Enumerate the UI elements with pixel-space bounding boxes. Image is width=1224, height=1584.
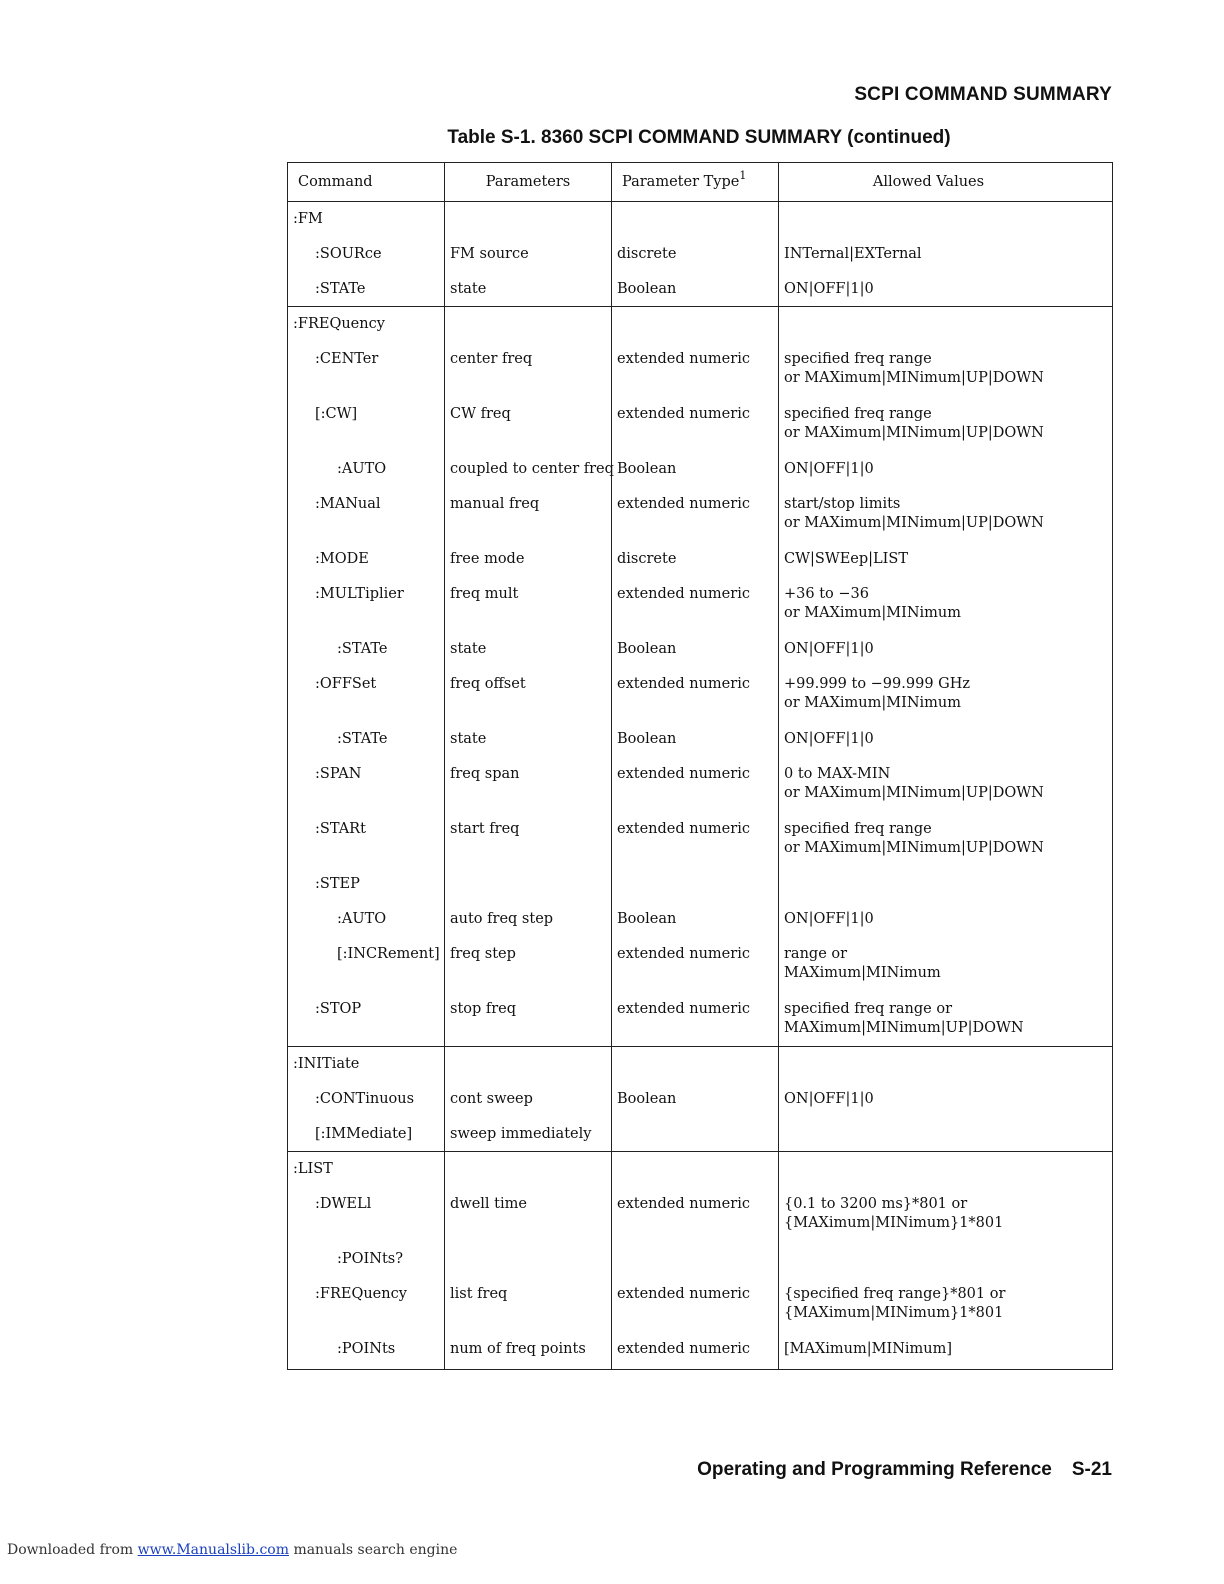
command-cell: :FREQuency xyxy=(288,1277,445,1332)
values-line: or MAXimum|MINimum|UP|DOWN xyxy=(784,425,1044,441)
command-cell: :MODE xyxy=(288,542,445,577)
type-cell: Boolean xyxy=(612,1082,779,1117)
parameter-cell: manual freq xyxy=(445,487,612,542)
parameter-cell xyxy=(445,867,612,902)
table-row xyxy=(288,937,1113,992)
command-cell: :POINts xyxy=(288,1332,445,1370)
type-cell: Boolean xyxy=(612,452,779,487)
type-cell: extended numeric xyxy=(612,992,779,1047)
values-cell: ON|OFF|1|0 xyxy=(779,722,1113,757)
command-cell: [:IMMediate] xyxy=(288,1117,445,1152)
parameter-cell: FM source xyxy=(445,237,612,272)
values-line: +99.999 to −99.999 GHz xyxy=(784,675,971,692)
type-cell xyxy=(612,1117,779,1152)
values-line: specified freq range xyxy=(784,350,932,367)
command-cell: :STARt xyxy=(288,812,445,867)
values-cell xyxy=(779,757,1113,812)
type-cell: extended numeric xyxy=(612,757,779,812)
type-cell: extended numeric xyxy=(612,342,779,397)
column-header-parameter-type xyxy=(612,163,779,202)
values-line: or MAXimum|MINimum|UP|DOWN xyxy=(784,785,1044,801)
command-cell: :FREQuency xyxy=(288,307,445,342)
values-cell xyxy=(779,667,1113,722)
command-cell: :FM xyxy=(288,202,445,237)
type-cell xyxy=(612,1242,779,1277)
parameter-cell: freq span xyxy=(445,757,612,812)
table-row xyxy=(288,1277,1113,1332)
table-row xyxy=(288,632,1113,667)
type-cell xyxy=(612,1047,779,1082)
command-cell: :CONTinuous xyxy=(288,1082,445,1117)
values-line: specified freq range xyxy=(784,405,932,422)
values-cell: [MAXimum|MINimum] xyxy=(779,1332,1113,1370)
values-line: 0 to MAX-MIN xyxy=(784,765,891,782)
type-cell: extended numeric xyxy=(612,1332,779,1370)
page-footer xyxy=(697,1459,1112,1481)
table-row xyxy=(288,757,1113,812)
command-cell: :SPAN xyxy=(288,757,445,812)
column-header-parameter-type-label: Parameter Type xyxy=(622,174,740,191)
type-cell: extended numeric xyxy=(612,1187,779,1242)
table-row xyxy=(288,487,1113,542)
parameter-cell: CW freq xyxy=(445,397,612,452)
values-cell: CW|SWEep|LIST xyxy=(779,542,1113,577)
footnote-marker: 1 xyxy=(739,169,747,183)
table-row xyxy=(288,397,1113,452)
values-line: {specified freq range}*801 or xyxy=(784,1285,1006,1302)
type-cell: extended numeric xyxy=(612,667,779,722)
values-line: or MAXimum|MINimum|UP|DOWN xyxy=(784,370,1044,386)
parameter-cell xyxy=(445,202,612,237)
table-row xyxy=(288,722,1113,757)
command-cell: :MANual xyxy=(288,487,445,542)
parameter-cell: freq mult xyxy=(445,577,612,632)
parameter-cell: sweep immediately xyxy=(445,1117,612,1152)
table-row xyxy=(288,577,1113,632)
values-cell xyxy=(779,1242,1113,1277)
values-cell: ON|OFF|1|0 xyxy=(779,1082,1113,1117)
type-cell: Boolean xyxy=(612,632,779,667)
table-row xyxy=(288,1152,1113,1187)
parameter-cell: coupled to center freq xyxy=(445,452,612,487)
values-cell xyxy=(779,812,1113,867)
command-cell: [:INCRement] xyxy=(288,937,445,992)
values-line: or MAXimum|MINimum|UP|DOWN xyxy=(784,840,1044,856)
table-row xyxy=(288,1082,1113,1117)
type-cell: extended numeric xyxy=(612,937,779,992)
column-header-allowed-values: Allowed Values xyxy=(779,163,1113,202)
command-summary-table xyxy=(287,162,1113,1370)
values-cell: ON|OFF|1|0 xyxy=(779,632,1113,667)
column-header-command: Command xyxy=(288,163,445,202)
table-row xyxy=(288,452,1113,487)
parameter-cell: dwell time xyxy=(445,1187,612,1242)
command-cell: :AUTO xyxy=(288,902,445,937)
page-number: S-21 xyxy=(1071,1459,1112,1480)
table-row xyxy=(288,1047,1113,1082)
values-line: {0.1 to 3200 ms}*801 or xyxy=(784,1195,968,1212)
values-line: range or xyxy=(784,945,848,962)
command-cell: :OFFSet xyxy=(288,667,445,722)
values-cell xyxy=(779,1117,1113,1152)
command-cell: :STATe xyxy=(288,722,445,757)
parameter-cell: cont sweep xyxy=(445,1082,612,1117)
type-cell: Boolean xyxy=(612,722,779,757)
values-cell xyxy=(779,307,1113,342)
values-line: or MAXimum|MINimum xyxy=(784,605,962,621)
values-line: +36 to −36 xyxy=(784,585,869,602)
footer-section-title: Operating and Programming Reference xyxy=(697,1459,1052,1480)
parameter-cell: freq offset xyxy=(445,667,612,722)
command-cell: :LIST xyxy=(288,1152,445,1187)
parameter-cell xyxy=(445,1152,612,1187)
parameter-cell: auto freq step xyxy=(445,902,612,937)
table-row xyxy=(288,992,1113,1047)
table-row xyxy=(288,667,1113,722)
parameter-cell: free mode xyxy=(445,542,612,577)
table-row xyxy=(288,307,1113,342)
values-cell: ON|OFF|1|0 xyxy=(779,452,1113,487)
command-cell: :INITiate xyxy=(288,1047,445,1082)
values-line: MAXimum|MINimum|UP|DOWN xyxy=(784,1020,1024,1036)
parameter-cell xyxy=(445,1047,612,1082)
command-cell: :STATe xyxy=(288,632,445,667)
table-row xyxy=(288,202,1113,237)
command-cell: :POINts? xyxy=(288,1242,445,1277)
values-cell xyxy=(779,1187,1113,1242)
table-row xyxy=(288,1332,1113,1370)
type-cell: Boolean xyxy=(612,272,779,307)
values-line: or MAXimum|MINimum|UP|DOWN xyxy=(784,515,1044,531)
table-row xyxy=(288,272,1113,307)
values-cell xyxy=(779,1047,1113,1082)
type-cell: Boolean xyxy=(612,902,779,937)
command-cell: :STATe xyxy=(288,272,445,307)
values-cell xyxy=(779,1152,1113,1187)
values-cell xyxy=(779,202,1113,237)
values-cell xyxy=(779,577,1113,632)
command-cell: :CENTer xyxy=(288,342,445,397)
command-cell: :SOURce xyxy=(288,237,445,272)
type-cell xyxy=(612,1152,779,1187)
values-line: start/stop limits xyxy=(784,495,901,512)
parameter-cell: stop freq xyxy=(445,992,612,1047)
type-cell: extended numeric xyxy=(612,487,779,542)
values-cell xyxy=(779,397,1113,452)
values-cell xyxy=(779,1277,1113,1332)
parameter-cell: center freq xyxy=(445,342,612,397)
values-cell: ON|OFF|1|0 xyxy=(779,902,1113,937)
manualslib-link[interactable]: www.Manualslib.com xyxy=(137,1542,289,1558)
values-cell: ON|OFF|1|0 xyxy=(779,272,1113,307)
table-row xyxy=(288,867,1113,902)
parameter-cell: list freq xyxy=(445,1277,612,1332)
values-cell xyxy=(779,992,1113,1047)
table-row xyxy=(288,1117,1113,1152)
values-line: specified freq range xyxy=(784,820,932,837)
values-line: {MAXimum|MINimum}1*801 xyxy=(784,1215,1004,1231)
table-row xyxy=(288,1242,1113,1277)
type-cell xyxy=(612,202,779,237)
values-line: specified freq range or xyxy=(784,1000,953,1017)
values-cell xyxy=(779,867,1113,902)
command-cell: :STEP xyxy=(288,867,445,902)
values-line: {MAXimum|MINimum}1*801 xyxy=(784,1305,1004,1321)
table-caption: Table S-1. 8360 SCPI COMMAND SUMMARY (continued) xyxy=(447,127,951,148)
parameter-cell: state xyxy=(445,722,612,757)
type-cell: extended numeric xyxy=(612,812,779,867)
type-cell xyxy=(612,307,779,342)
parameter-cell: state xyxy=(445,272,612,307)
values-cell xyxy=(779,342,1113,397)
type-cell xyxy=(612,867,779,902)
table-header-row xyxy=(288,163,1113,202)
values-line: MAXimum|MINimum xyxy=(784,965,941,981)
parameter-cell: start freq xyxy=(445,812,612,867)
command-cell: :DWELl xyxy=(288,1187,445,1242)
table-row xyxy=(288,812,1113,867)
values-line: or MAXimum|MINimum xyxy=(784,695,962,711)
type-cell: discrete xyxy=(612,542,779,577)
table-row xyxy=(288,237,1113,272)
type-cell: discrete xyxy=(612,237,779,272)
parameter-cell: state xyxy=(445,632,612,667)
running-header: SCPI COMMAND SUMMARY xyxy=(854,84,1112,105)
download-prefix: Downloaded from xyxy=(7,1542,134,1558)
table-row xyxy=(288,902,1113,937)
type-cell: extended numeric xyxy=(612,577,779,632)
values-cell: INTernal|EXTernal xyxy=(779,237,1113,272)
column-header-parameters: Parameters xyxy=(445,163,612,202)
command-cell: [:CW] xyxy=(288,397,445,452)
parameter-cell xyxy=(445,1242,612,1277)
command-cell: :MULTiplier xyxy=(288,577,445,632)
parameter-cell: num of freq points xyxy=(445,1332,612,1370)
type-cell: extended numeric xyxy=(612,397,779,452)
table-row xyxy=(288,342,1113,397)
download-notice xyxy=(7,1542,457,1558)
parameter-cell: freq step xyxy=(445,937,612,992)
table-row xyxy=(288,542,1113,577)
values-cell xyxy=(779,487,1113,542)
command-cell: :STOP xyxy=(288,992,445,1047)
type-cell: extended numeric xyxy=(612,1277,779,1332)
parameter-cell xyxy=(445,307,612,342)
command-cell: :AUTO xyxy=(288,452,445,487)
values-cell xyxy=(779,937,1113,992)
download-suffix: manuals search engine xyxy=(293,1542,458,1558)
table-row xyxy=(288,1187,1113,1242)
